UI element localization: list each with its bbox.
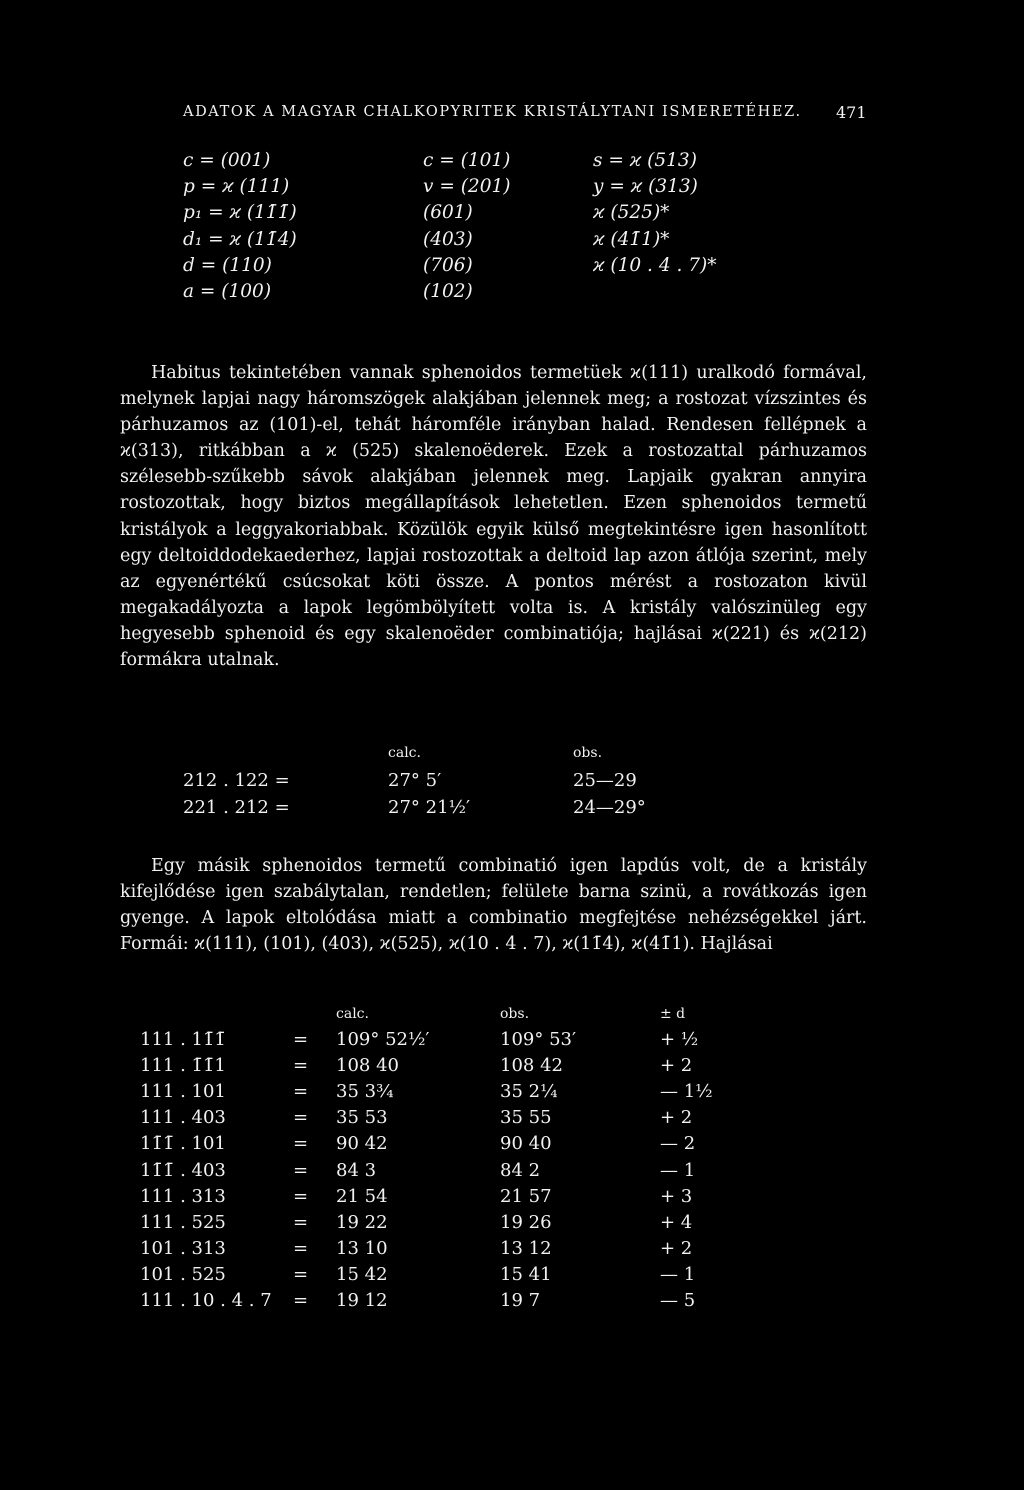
forms-cell: ϰ (41̄1)* — [593, 228, 670, 250]
header-cell — [183, 740, 388, 767]
table-row — [140, 1105, 740, 1131]
calc-value: 84 3 — [336, 1159, 377, 1181]
table-row — [140, 1288, 740, 1314]
obs-value: 21 57 — [500, 1185, 552, 1207]
diff-value: + 4 — [660, 1211, 693, 1233]
equals-sign: = — [293, 1081, 309, 1103]
forms-row — [183, 174, 803, 200]
forms-cell: ϰ (525)* — [593, 202, 670, 224]
angle-pair: 11̄1̄ . 101 — [140, 1133, 226, 1155]
diff-value: + ½ — [660, 1029, 699, 1051]
obs-value: 15 41 — [500, 1263, 552, 1285]
table-header-row — [140, 1001, 740, 1027]
angle-pair: 111 . 11̄1̄ — [140, 1029, 226, 1051]
diff-value: + 2 — [660, 1055, 693, 1077]
table-row — [140, 1027, 740, 1053]
calc-value: 35 3¾ — [336, 1081, 394, 1103]
forms-cell: c = (101) — [423, 150, 511, 171]
angle-pair: 221 . 212 = — [183, 797, 290, 818]
forms-cell: a = (100) — [183, 280, 272, 302]
table-row — [140, 1131, 740, 1157]
equals-sign: = — [293, 1290, 309, 1312]
angle-pair: 111 . 10 . 4 . 7 — [140, 1290, 272, 1312]
forms-cell — [593, 279, 803, 305]
calc-value: 13 10 — [336, 1237, 388, 1259]
header-cell — [293, 1001, 336, 1027]
obs-value: 35 2¼ — [500, 1081, 558, 1103]
obs-value: 19 7 — [500, 1290, 541, 1312]
equals-sign: = — [293, 1107, 309, 1129]
forms-row — [183, 227, 803, 253]
table-row — [140, 1079, 740, 1105]
forms-cell: s = ϰ (513) — [593, 150, 697, 171]
table-row — [140, 1184, 740, 1210]
diff-value: + 2 — [660, 1107, 693, 1129]
angle-pair: 101 . 313 — [140, 1237, 226, 1259]
header-obs: obs. — [573, 745, 603, 761]
table-row — [140, 1262, 740, 1288]
angle-pair: 101 . 525 — [140, 1263, 226, 1285]
forms-cell: (601) — [423, 202, 473, 224]
angle-pair: 11̄1̄ . 403 — [140, 1159, 226, 1181]
obs-value: 13 12 — [500, 1237, 552, 1259]
header-obs: obs. — [500, 1006, 530, 1022]
equals-sign: = — [293, 1159, 309, 1181]
paragraph-text: Egy másik sphenoidos termetű combinatió igen lapdús volt, de a kristály kifejlődése igen szabálytalan, rendetlen; felülete barna szinü, a rovátkozás igen gyenge. A lapok eltolódása miatt a combinatio megfejtése nehézségekkel járt. Formái: ϰ(111), (101), (403), ϰ(525), ϰ(10 . 4 . 7), ϰ(11̄4), ϰ(41̄1). Hajlásai — [120, 856, 867, 955]
obs-value: 109° 53′ — [500, 1029, 577, 1051]
table-row — [140, 1236, 740, 1262]
header-calc: calc. — [336, 1006, 369, 1022]
table-row — [183, 767, 703, 794]
calc-value: 90 42 — [336, 1133, 388, 1155]
obs-value: 35 55 — [500, 1107, 552, 1129]
diff-value: — 2 — [660, 1133, 696, 1155]
forms-row — [183, 200, 803, 226]
forms-cell: y = ϰ (313) — [593, 176, 698, 198]
forms-row — [183, 279, 803, 305]
angle-pair: 111 . 313 — [140, 1185, 226, 1207]
angle-pair: 212 . 122 = — [183, 770, 290, 791]
angle-pair: 111 . 403 — [140, 1107, 226, 1129]
equals-sign: = — [293, 1185, 309, 1207]
obs-value: 108 42 — [500, 1055, 563, 1077]
calc-value: 27° 21½′ — [388, 797, 471, 818]
angle-table-1 — [183, 740, 703, 821]
obs-value: 84 2 — [500, 1159, 541, 1181]
obs-value: 24—29° — [573, 797, 646, 818]
paragraph-text: Habitus tekintetében vannak sphenoidos termetüek ϰ(111) uralkodó formával, melynek lapjai nagy háromszögek alakjában jelennek meg; a rostozat vízszintes és párhuzamos az (101)-el, tehát háromféle irányban halad. Rendesen fellépnek a ϰ(313), ritkábban a ϰ (525) skalenoëderek. Ezek a rostozattal párhuzamos szélesebb-szűkebb sávok alakjában jelennek meg. Lapjaik gyakran annyira rostozottak, hogy biztos megállapítások lehetetlen. Ezen sphenoidos termetű kristályok a leggyakoriabbak. Közülök egyik külső megtekintésre igen hasonlított egy deltoiddodekaederhez, lapjai rostozottak a deltoid lap azon átlója szerint, mely az egyenértékű csúcsokat köti össze. A pontos mérést a rostozaton kivül megakadályozta a lapok legömbölyített volta is. A kristály valószinüleg egy hegyesebb sphenoid és egy skalenoëder combinatiója; hajlásai ϰ(221) és ϰ(212) formákra utalnak. — [120, 363, 867, 671]
equals-sign: = — [293, 1055, 309, 1077]
obs-value: 90 40 — [500, 1133, 552, 1155]
calc-value: 19 12 — [336, 1290, 388, 1312]
table-row — [140, 1210, 740, 1236]
table-row — [183, 794, 703, 821]
calc-value: 15 42 — [336, 1263, 388, 1285]
page-number: 471 — [836, 103, 867, 122]
angle-pair: 111 . 101 — [140, 1081, 226, 1103]
running-title: ADATOK A MAGYAR CHALKOPYRITEK KRISTÁLYTANI ISMERETÉHEZ. — [183, 104, 802, 120]
forms-cell: (706) — [423, 254, 473, 276]
table-row — [140, 1053, 740, 1079]
angle-table-2 — [140, 1001, 740, 1314]
equals-sign: = — [293, 1211, 309, 1233]
forms-cell: c = (001) — [183, 150, 271, 171]
calc-value: 27° 5′ — [388, 770, 442, 791]
calc-value: 109° 52½′ — [336, 1029, 430, 1051]
diff-value: — 1½ — [660, 1081, 713, 1103]
calc-value: 108 40 — [336, 1055, 399, 1077]
equals-sign: = — [293, 1133, 309, 1155]
calc-value: 35 53 — [336, 1107, 388, 1129]
forms-row — [183, 148, 803, 174]
body-paragraph-combination — [120, 853, 867, 957]
obs-value: 19 26 — [500, 1211, 552, 1233]
diff-value: — 1 — [660, 1159, 696, 1181]
crystal-forms-table — [183, 148, 803, 305]
diff-value: + 3 — [660, 1185, 693, 1207]
forms-cell: (102) — [423, 280, 473, 302]
header-diff: ± d — [660, 1006, 686, 1022]
calc-value: 21 54 — [336, 1185, 388, 1207]
forms-cell: d = (110) — [183, 254, 272, 276]
diff-value: + 2 — [660, 1237, 693, 1259]
equals-sign: = — [293, 1237, 309, 1259]
forms-cell: p₁ = ϰ (11̄1̄) — [183, 202, 297, 224]
header-calc: calc. — [388, 745, 421, 761]
body-paragraph-habitus — [120, 360, 867, 673]
diff-value: — 1 — [660, 1263, 696, 1285]
calc-value: 19 22 — [336, 1211, 388, 1233]
angle-pair: 111 . 525 — [140, 1211, 226, 1233]
forms-cell: ϰ (10 . 4 . 7)* — [593, 254, 717, 276]
forms-cell: d₁ = ϰ (11̄4) — [183, 228, 297, 250]
header-cell — [140, 1001, 293, 1027]
equals-sign: = — [293, 1263, 309, 1285]
forms-cell: p = ϰ (111) — [183, 176, 290, 198]
forms-cell: (403) — [423, 228, 473, 250]
diff-value: — 5 — [660, 1290, 696, 1312]
angle-pair: 111 . 1̄1̄1 — [140, 1055, 226, 1077]
forms-cell: v = (201) — [423, 176, 511, 198]
table-header-row — [183, 740, 703, 767]
equals-sign: = — [293, 1029, 309, 1051]
obs-value: 25—29 — [573, 770, 637, 791]
forms-row — [183, 253, 803, 279]
table-row — [140, 1158, 740, 1184]
